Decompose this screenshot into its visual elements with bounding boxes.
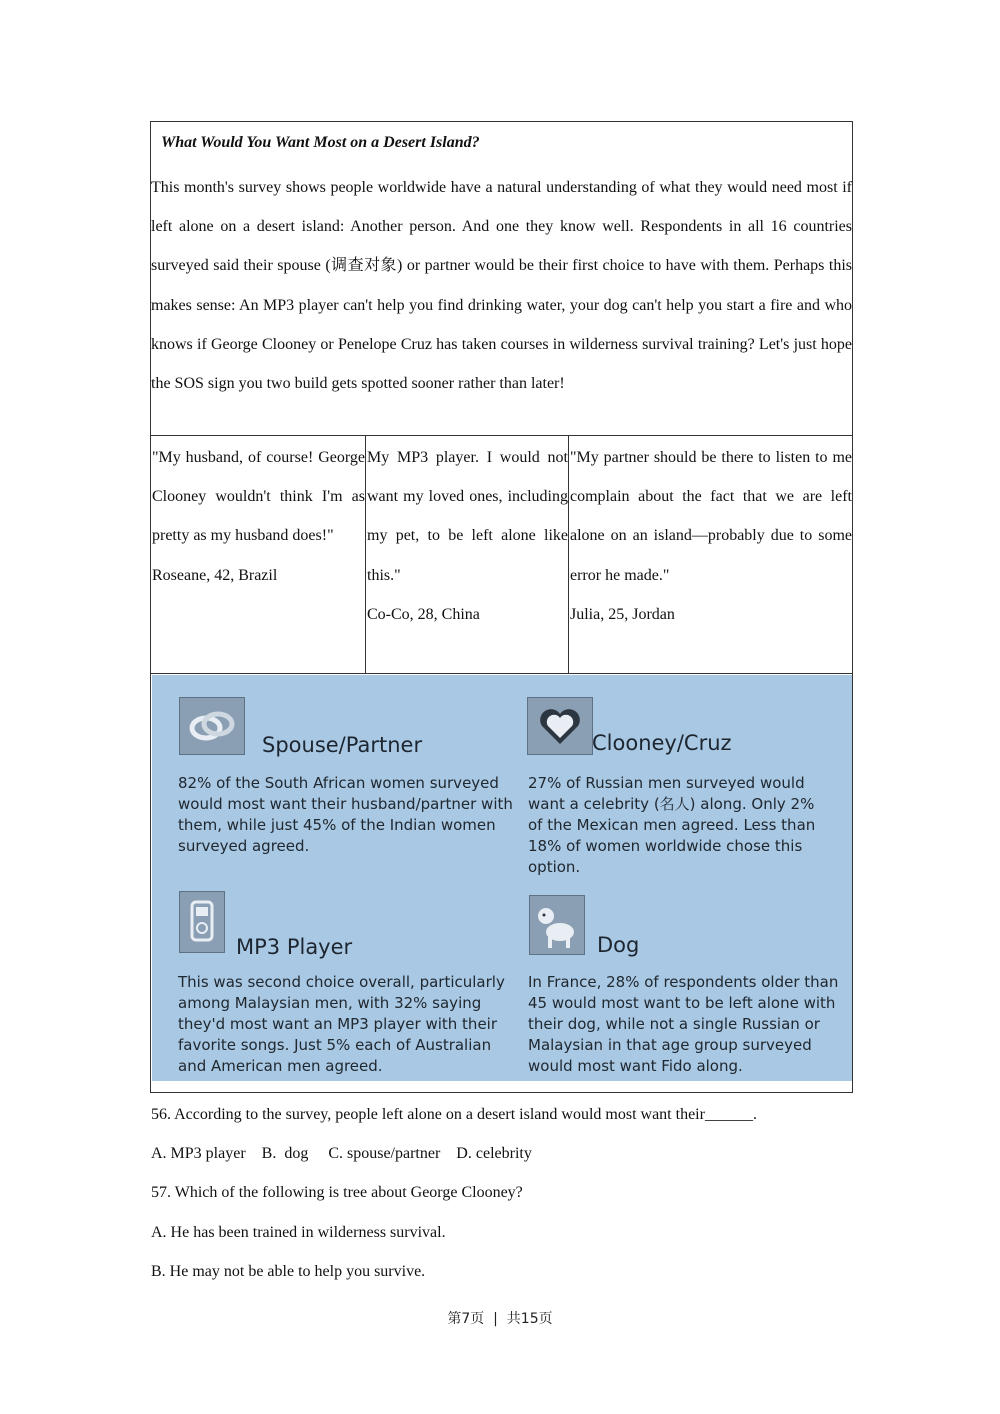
quote-text: "My husband, of course! George Clooney wouldn't think I'm as pretty as my husband does!" <box>152 449 365 545</box>
survey-panel-mp3 <box>152 875 505 1081</box>
quote-cell <box>366 436 569 673</box>
panel-heading: Spouse/Partner <box>262 733 423 757</box>
survey-results-image <box>152 675 852 1081</box>
questions-section <box>151 1095 851 1291</box>
quotes-row <box>151 436 852 674</box>
mp3-player-icon <box>179 891 225 953</box>
survey-panel-dog <box>502 875 852 1081</box>
heart-icon <box>527 697 593 755</box>
article-body: This month's survey shows people worldwide have a natural understanding of what they would need most if left alone on a desert island: Another person. And one they know well. Respondents in all 16 countries surveyed said their spouse (调查对象) or partner would be their first choice to have with them. Perhaps this makes sense: An MP3 player can't help you find drinking water, your dog can't help you start a fire and who knows if George Clooney or Penelope Cruz has taken courses in wilderness survival training? Let's just hope the SOS sign you two build gets spotted sooner rather than later! <box>151 179 852 393</box>
quote-author: Co-Co, 28, China <box>367 605 480 623</box>
question-57-option-b: B. He may not be able to help you survive. <box>151 1262 426 1280</box>
question-57: 57. Which of the following is tree about George Clooney? <box>151 1184 523 1202</box>
survey-panel-spouse <box>152 675 513 875</box>
dog-icon <box>529 895 585 955</box>
quote-text: "My partner should be there to listen to me complain about the fact that we are left alone on an island—probably due to some error he made." <box>570 449 852 584</box>
page-footer: 第7页 | 共15页 <box>447 1311 553 1327</box>
panel-text: This was second choice overall, particularly among Malaysian men, with 32% saying they'd most want an MP3 player with their favorite songs. Just 5% each of Australian and American men agreed. <box>178 973 505 1075</box>
panel-text: 82% of the South African women surveyed would most want their husband/partner with them, while just 45% of the Indian women surveyed agreed. <box>178 774 513 855</box>
panel-text: In France, 28% of respondents older than 45 would most want to be left alone with their dog, while not a single Russian or Malaysian in that age group surveyed would most want Fido along. <box>528 973 839 1075</box>
question-56: 56. According to the survey, people left alone on a desert island would most want their______. <box>151 1106 757 1123</box>
article-section <box>151 122 852 436</box>
article-title: What Would You Want Most on a Desert Island? <box>161 134 480 151</box>
rings-icon <box>179 697 245 755</box>
quote-cell <box>151 436 366 673</box>
panel-heading: Clooney/Cruz <box>592 731 732 755</box>
quote-author: Roseane, 42, Brazil <box>152 566 278 584</box>
panel-heading: MP3 Player <box>236 935 353 959</box>
quote-author: Julia, 25, Jordan <box>570 605 675 623</box>
question-57-option-a: A. He has been trained in wilderness survival. <box>151 1223 446 1241</box>
survey-panel-celebrity <box>502 675 852 875</box>
quote-text: My MP3 player. I would not want my loved ones, including my pet, to be left alone like this." <box>367 449 568 584</box>
question-56-options: A. MP3 player B. dog C. spouse/partner D. celebrity <box>151 1145 532 1163</box>
panel-text: 27% of Russian men surveyed would want a celebrity (名人) along. Only 2% of the Mexican men agreed. Less than 18% of women worldwide chose this option. <box>528 774 816 876</box>
quote-cell <box>569 436 852 673</box>
panel-heading: Dog <box>597 933 640 957</box>
reading-passage-box <box>150 121 853 1093</box>
